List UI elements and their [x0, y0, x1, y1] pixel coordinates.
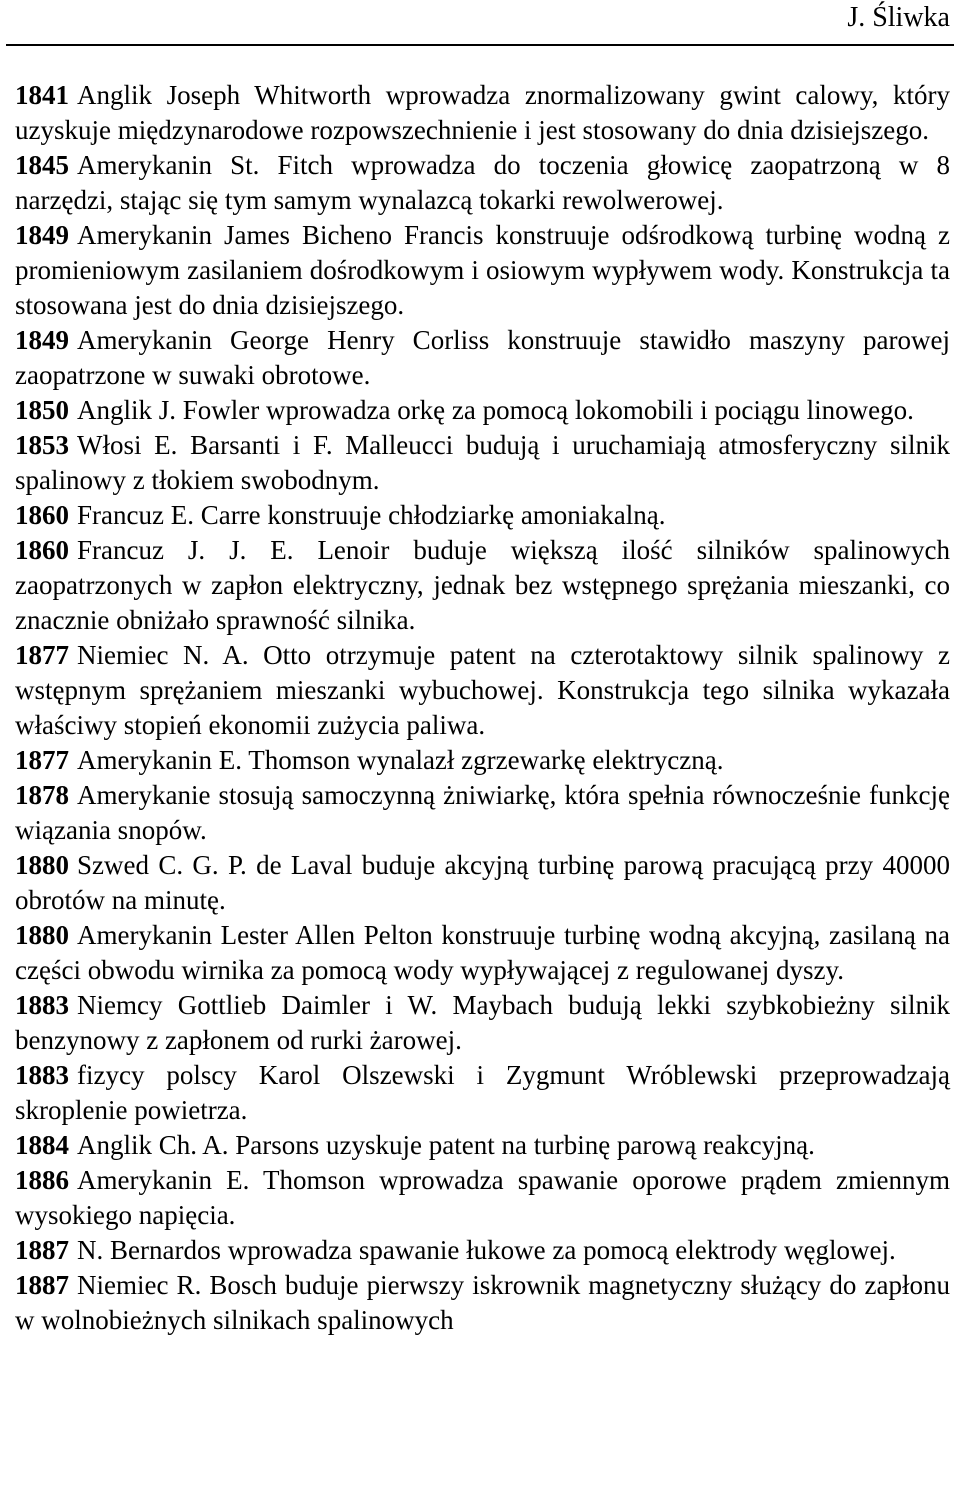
entry-year: 1860: [15, 535, 69, 565]
entry-text: Anglik Joseph Whitworth wprowadza znormalizowany gwint calowy, który uzyskuje międzynarodowe rozpowszechnienie i jest stosowany do dnia dzisiejszego.: [15, 80, 950, 145]
entry-text: Włosi E. Barsanti i F. Malleucci budują i uruchamiają atmosferyczny silnik spalinowy z tłokiem swobodnym.: [15, 430, 950, 495]
entry-year: 1877: [15, 640, 69, 670]
entry-year: 1849: [15, 220, 69, 250]
entry-text: Niemcy Gottlieb Daimler i W. Maybach budują lekki szybkobieżny silnik benzynowy z zapłonem od rurki żarowej.: [15, 990, 950, 1055]
timeline-entry: [15, 323, 950, 393]
timeline-entry: [15, 638, 950, 743]
entry-year: 1841: [15, 80, 69, 110]
entry-year: 1845: [15, 150, 69, 180]
entry-year: 1850: [15, 395, 69, 425]
timeline-entry: [15, 148, 950, 218]
entry-text: N. Bernardos wprowadza spawanie łukowe za pomocą elektrody węglowej.: [77, 1235, 896, 1265]
timeline-entry: [15, 1268, 950, 1338]
timeline-entry: [15, 1058, 950, 1128]
entry-year: 1883: [15, 990, 69, 1020]
entry-text: Anglik J. Fowler wprowadza orkę za pomocą lokomobili i pociągu linowego.: [77, 395, 914, 425]
entry-year: 1884: [15, 1130, 69, 1160]
entry-text: Amerykanie stosują samoczynną żniwiarkę, która spełnia równocześnie funkcję wiązania snopów.: [15, 780, 950, 845]
entry-text: Niemiec R. Bosch buduje pierwszy iskrownik magnetyczny służący do zapłonu w wolnobieżnych silnikach spalinowych: [15, 1270, 950, 1335]
entry-text: Amerykanin George Henry Corliss konstruuje stawidło maszyny parowej zaopatrzone w suwaki obrotowe.: [15, 325, 950, 390]
entry-text: Francuz J. J. E. Lenoir buduje większą ilość silników spalinowych zaopatrzonych w zapłon elektryczny, jednak bez wstępnego sprężania mieszanki, co znacznie obniżało sprawność silnika.: [15, 535, 950, 635]
timeline-entry: [15, 743, 950, 778]
entry-year: 1880: [15, 920, 69, 950]
timeline-entry: [15, 428, 950, 498]
entry-year: 1880: [15, 850, 69, 880]
entry-year: 1853: [15, 430, 69, 460]
timeline-entry: [15, 1128, 950, 1163]
header-rule: [6, 44, 954, 46]
timeline-entry: [15, 918, 950, 988]
entry-year: 1860: [15, 500, 69, 530]
timeline-entry: [15, 1163, 950, 1233]
timeline-entry: [15, 1233, 950, 1268]
entry-year: 1849: [15, 325, 69, 355]
entry-text: Amerykanin E. Thomson wprowadza spawanie oporowe prądem zmiennym wysokiego napięcia.: [15, 1165, 950, 1230]
timeline-entry: [15, 988, 950, 1058]
timeline-entry: [15, 533, 950, 638]
timeline-entry: [15, 78, 950, 148]
entry-text: Amerykanin James Bicheno Francis konstruuje odśrodkową turbinę wodną z promieniowym zasilaniem dośrodkowym i osiowym wypływem wody. Konstrukcja ta stosowana jest do dnia dzisiejszego.: [15, 220, 950, 320]
timeline-entry: [15, 848, 950, 918]
entry-text: Niemiec N. A. Otto otrzymuje patent na czterotaktowy silnik spalinowy z wstępnym sprężaniem mieszanki wybuchowej. Konstrukcja tego silnika wykazała właściwy stopień ekonomii zużycia paliwa.: [15, 640, 950, 740]
entry-year: 1887: [15, 1270, 69, 1300]
timeline-entry: [15, 778, 950, 848]
entry-text: Francuz E. Carre konstruuje chłodziarkę amoniakalną.: [77, 500, 666, 530]
entry-year: 1877: [15, 745, 69, 775]
timeline: [15, 78, 950, 1338]
timeline-entry: [15, 218, 950, 323]
entry-text: Amerykanin St. Fitch wprowadza do toczenia głowicę zaopatrzoną w 8 narzędzi, stając się tym samym wynalazcą tokarki rewolwerowej.: [15, 150, 950, 215]
entry-text: fizycy polscy Karol Olszewski i Zygmunt Wróblewski przeprowadzają skroplenie powietrza.: [15, 1060, 950, 1125]
header-author: J. Śliwka: [847, 2, 950, 33]
entry-text: Amerykanin E. Thomson wynalazł zgrzewarkę elektryczną.: [77, 745, 724, 775]
entry-year: 1883: [15, 1060, 69, 1090]
entry-year: 1878: [15, 780, 69, 810]
entry-text: Anglik Ch. A. Parsons uzyskuje patent na turbinę parową reakcyjną.: [77, 1130, 815, 1160]
entry-text: Amerykanin Lester Allen Pelton konstruuje turbinę wodną akcyjną, zasilaną na części obwodu wirnika za pomocą wody wypływającej z regulowanej dyszy.: [15, 920, 950, 985]
entry-year: 1887: [15, 1235, 69, 1265]
entry-year: 1886: [15, 1165, 69, 1195]
entry-text: Szwed C. G. P. de Laval buduje akcyjną turbinę parową pracującą przy 40000 obrotów na minutę.: [15, 850, 950, 915]
timeline-entry: [15, 393, 950, 428]
timeline-entry: [15, 498, 950, 533]
